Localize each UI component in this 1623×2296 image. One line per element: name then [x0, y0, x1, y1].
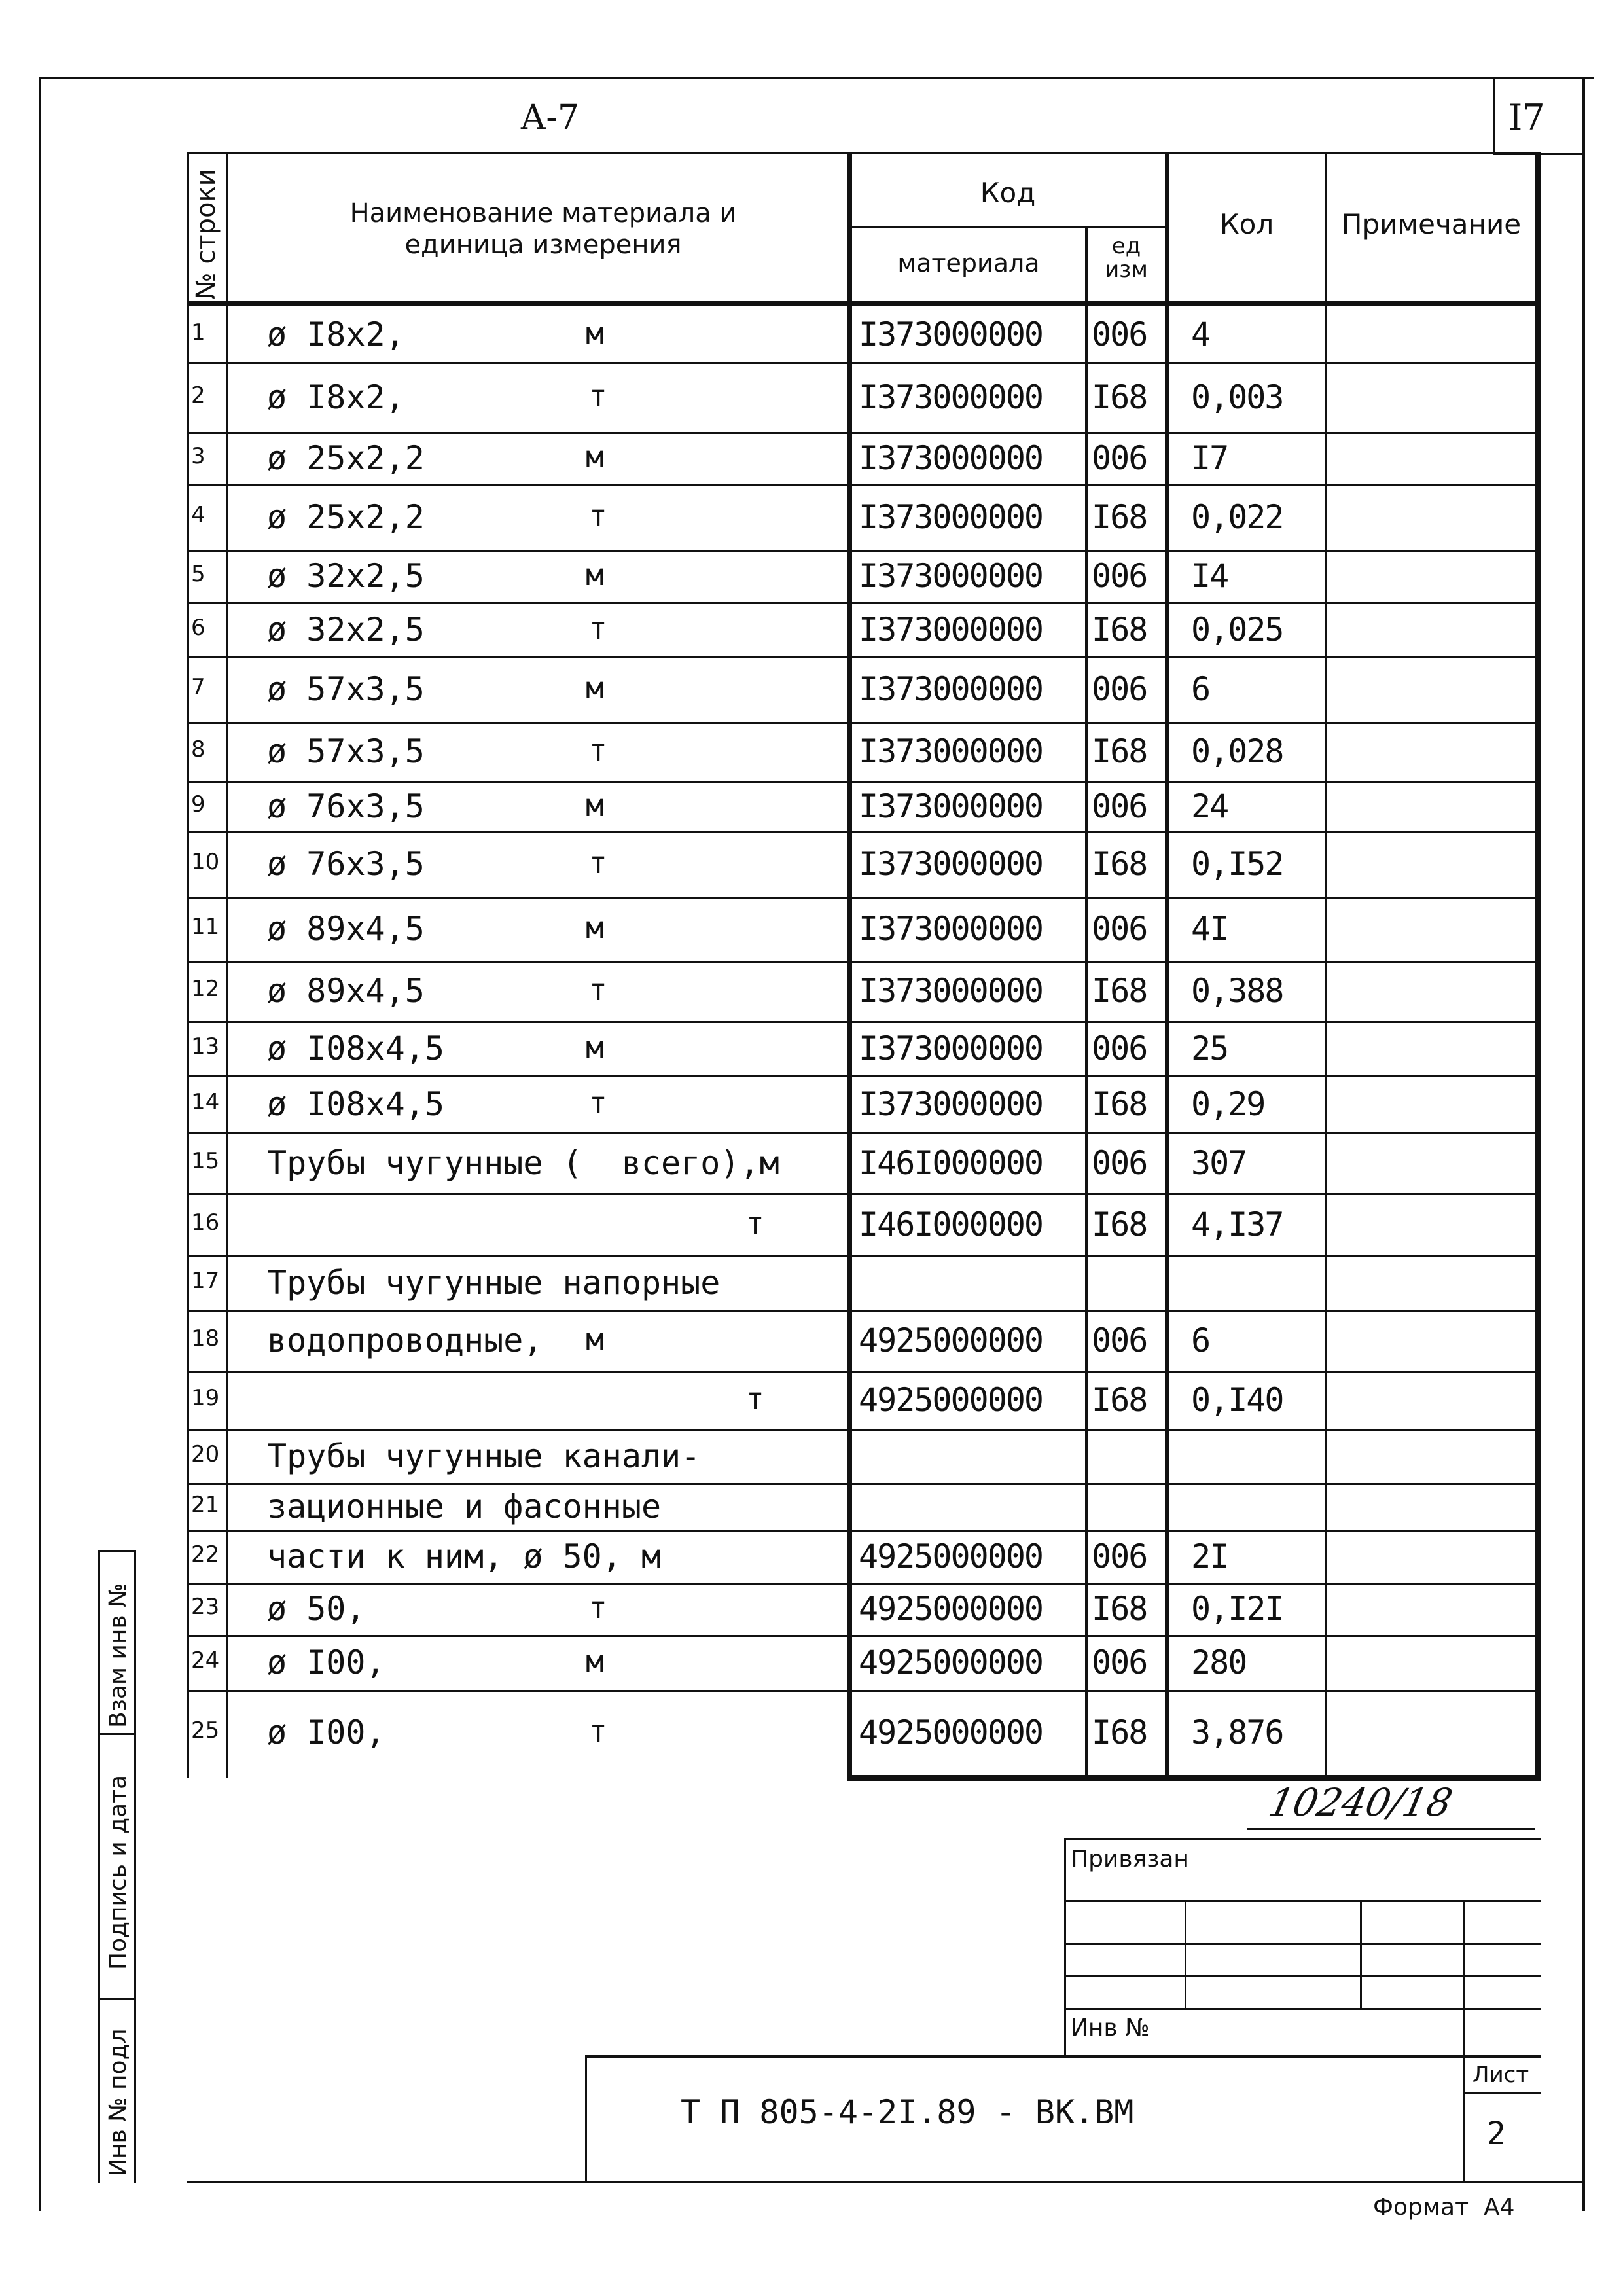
sheet-box-left [1463, 2055, 1465, 2183]
material-name: ø 76x3,5 [267, 787, 425, 825]
row-number: 3 [191, 443, 205, 469]
material-unit: т [746, 1205, 764, 1241]
margin-left-line [98, 1550, 100, 2183]
note-cell [1329, 602, 1531, 656]
note-cell [1329, 1483, 1531, 1530]
unit-code: I68 [1092, 845, 1147, 883]
row-number: 1 [191, 319, 205, 346]
material-unit: т [589, 972, 607, 1007]
note-cell [1329, 1310, 1531, 1371]
row-number: 25 [191, 1717, 220, 1744]
unit-code: I68 [1092, 610, 1147, 649]
document-designation: Т П 805-4-2I.89 - ВК.ВМ [681, 2093, 1134, 2131]
margin-inv-podl: Инв № подл [105, 2028, 132, 2176]
material-unit: т [589, 498, 607, 533]
row-number: 8 [191, 736, 205, 762]
stamp-line-2 [1064, 1943, 1541, 1945]
privyazan-label: Привязан [1071, 1846, 1189, 1873]
quantity: 0,I40 [1191, 1381, 1283, 1419]
title-block-bottom [187, 2181, 1584, 2183]
frame-top [39, 77, 1594, 79]
note-cell [1329, 1371, 1531, 1429]
row-number: 16 [191, 1209, 220, 1236]
material-code: I373000000 [859, 315, 1043, 353]
material-name: ø I08x4,5 [267, 1029, 444, 1067]
material-code: 4925000000 [859, 1537, 1043, 1575]
row-number: 24 [191, 1647, 220, 1674]
corner-number: I7 [1508, 97, 1545, 138]
format-label: Формат А4 [1373, 2194, 1515, 2221]
note-cell [1329, 722, 1531, 781]
inv-no-label: Инв № [1071, 2015, 1150, 2041]
sheet-label: А-7 [520, 98, 580, 137]
unit-code: I68 [1092, 732, 1147, 770]
row-number: 15 [191, 1147, 220, 1174]
row-number: 4 [191, 502, 205, 528]
material-code: I373000000 [859, 670, 1043, 708]
title-block-left [585, 2055, 587, 2183]
note-cell [1329, 1021, 1531, 1075]
note-cell [1329, 656, 1531, 722]
margin-line-1 [98, 1733, 136, 1735]
material-unit: м [586, 670, 604, 706]
note-cell [1329, 362, 1531, 432]
sheet-number: 2 [1487, 2115, 1506, 2152]
quantity: 0,025 [1191, 610, 1283, 649]
header-note: Примечание [1341, 208, 1522, 240]
row-number: 10 [191, 849, 220, 875]
unit-code: I68 [1092, 1085, 1147, 1123]
frame-right [1582, 77, 1585, 2211]
row-number: 14 [191, 1088, 220, 1115]
quantity: 0,028 [1191, 732, 1283, 770]
table-header-top [187, 152, 1541, 154]
sheet-box-divider [1463, 2092, 1541, 2094]
quantity: 0,388 [1191, 972, 1283, 1010]
note-cell [1329, 1075, 1531, 1132]
material-code: I373000000 [859, 557, 1043, 595]
col-ed-right [1165, 152, 1169, 1778]
note-cell [1329, 1635, 1531, 1690]
header-qty: Кол [1219, 208, 1274, 240]
material-unit: м [586, 1643, 604, 1679]
material-name: Трубы чугунные напорные [267, 1263, 721, 1302]
material-unit: т [589, 1713, 607, 1749]
material-code: I373000000 [859, 845, 1043, 883]
material-name: ø 89x4,5 [267, 972, 425, 1010]
note-cell [1329, 1193, 1531, 1255]
material-name: части к ним, ø 50, м [267, 1537, 662, 1575]
row-number: 7 [191, 674, 205, 700]
material-code: I373000000 [859, 1085, 1043, 1123]
header-code-material: материала [897, 249, 1040, 278]
quantity: 25 [1191, 1029, 1228, 1067]
material-unit: м [586, 1029, 604, 1065]
col-rownum-right [226, 152, 228, 1778]
margin-top-line [98, 1550, 136, 1552]
note-cell [1329, 432, 1531, 484]
quantity: 0,003 [1191, 378, 1283, 416]
material-name: Трубы чугунные канали- [267, 1437, 701, 1475]
header-code-unit: ед изм [1105, 233, 1148, 283]
header-row-no: № строки [191, 169, 221, 300]
col-qty-right [1325, 152, 1327, 1778]
stamp-col-2 [1360, 1900, 1362, 2008]
quantity: 24 [1191, 787, 1228, 825]
margin-line-2 [98, 1998, 136, 2000]
quantity: 0,I52 [1191, 845, 1283, 883]
table-left [187, 152, 189, 1778]
stamp-left [1064, 1838, 1066, 2057]
table-header-bottom [187, 301, 1541, 306]
note-cell [1329, 781, 1531, 831]
material-name: ø 25x2,2 [267, 498, 425, 536]
unit-code: 006 [1092, 1029, 1147, 1067]
note-cell [1329, 1690, 1531, 1775]
unit-code: 006 [1092, 315, 1147, 353]
quantity: 6 [1191, 670, 1210, 708]
code-subheader-line [847, 226, 1168, 228]
unit-code: I68 [1092, 498, 1147, 536]
corner-box-left [1493, 77, 1495, 154]
unit-code: 006 [1092, 1143, 1147, 1182]
unit-code: I68 [1092, 972, 1147, 1010]
row-number: 20 [191, 1441, 220, 1467]
material-code: 4925000000 [859, 1321, 1043, 1359]
material-name: ø 32x2,5 [267, 557, 425, 595]
material-name: ø 50, [267, 1590, 366, 1628]
material-unit: т [589, 610, 607, 646]
quantity: I7 [1191, 439, 1228, 477]
material-code: I373000000 [859, 378, 1043, 416]
material-name: Трубы чугунные ( всего),м [267, 1143, 779, 1182]
material-unit: м [586, 910, 604, 945]
quantity: 0,29 [1191, 1085, 1265, 1123]
material-code: I373000000 [859, 732, 1043, 770]
unit-code: 006 [1092, 787, 1147, 825]
unit-code: 006 [1092, 1537, 1147, 1575]
note-cell [1329, 484, 1531, 550]
unit-code: 006 [1092, 910, 1147, 948]
row-number: 19 [191, 1385, 220, 1411]
material-code: I373000000 [859, 439, 1043, 477]
margin-right-line [134, 1550, 136, 2183]
unit-code: I68 [1092, 1381, 1147, 1419]
note-cell [1329, 550, 1531, 602]
material-name: зационные и фасонные [267, 1488, 662, 1526]
margin-vzam-inv: Взам инв № [105, 1583, 132, 1728]
row-number: 22 [191, 1541, 220, 1568]
material-code: I373000000 [859, 610, 1043, 649]
material-unit: т [589, 378, 607, 414]
col-code-right [1085, 226, 1088, 1778]
handwritten-underline [1247, 1828, 1535, 1830]
title-block-top [585, 2055, 1541, 2058]
note-cell [1329, 1132, 1531, 1193]
row-number: 13 [191, 1033, 220, 1060]
material-code: 4925000000 [859, 1590, 1043, 1628]
margin-podpis-data: Подпись и дата [105, 1774, 132, 1970]
material-unit: м [586, 787, 604, 823]
material-unit: т [589, 1085, 607, 1121]
material-unit: м [586, 557, 604, 592]
material-unit: т [746, 1381, 764, 1416]
row-number: 17 [191, 1267, 220, 1294]
note-cell [1329, 1583, 1531, 1635]
frame-left [39, 77, 41, 2211]
stamp-line-3 [1064, 1975, 1541, 1977]
material-code: I46I000000 [859, 1205, 1043, 1244]
material-code: I373000000 [859, 1029, 1043, 1067]
material-unit: т [589, 1590, 607, 1625]
material-code: I373000000 [859, 787, 1043, 825]
material-code: I373000000 [859, 498, 1043, 536]
material-name: ø I8x2, [267, 378, 405, 416]
unit-code: I68 [1092, 378, 1147, 416]
unit-code: 006 [1092, 439, 1147, 477]
stamp-line-1 [1064, 1900, 1541, 1902]
row-number: 5 [191, 561, 205, 587]
material-code: I373000000 [859, 972, 1043, 1010]
quantity: 4,I37 [1191, 1205, 1283, 1244]
row-number: 12 [191, 976, 220, 1002]
handwritten-number: 10240/18 [1264, 1780, 1457, 1825]
material-code: I46I000000 [859, 1143, 1043, 1182]
row-number: 11 [191, 914, 220, 940]
material-unit: м [586, 1321, 604, 1357]
row-number: 2 [191, 382, 205, 408]
unit-code: I68 [1092, 1713, 1147, 1751]
quantity: I4 [1191, 557, 1228, 595]
row-number: 18 [191, 1325, 220, 1352]
material-code: 4925000000 [859, 1713, 1043, 1751]
quantity: 307 [1191, 1143, 1247, 1182]
unit-code: I68 [1092, 1205, 1147, 1244]
quantity: 3,876 [1191, 1713, 1283, 1751]
material-code: 4925000000 [859, 1643, 1043, 1681]
stamp-col-1 [1185, 1900, 1186, 2008]
material-unit: м [586, 439, 604, 475]
unit-code: 006 [1092, 670, 1147, 708]
material-name: ø 25x2,2 [267, 439, 425, 477]
material-name: ø 89x4,5 [267, 910, 425, 948]
table-right [1535, 152, 1541, 1778]
col-name-right [847, 152, 852, 1778]
material-name: ø I08x4,5 [267, 1085, 444, 1123]
unit-code: 006 [1092, 557, 1147, 595]
header-name: Наименование материала и единица измерения [349, 198, 737, 260]
unit-code: 006 [1092, 1643, 1147, 1681]
stamp-col-3 [1463, 1900, 1465, 2057]
note-cell [1329, 831, 1531, 897]
unit-code: 006 [1092, 1321, 1147, 1359]
note-cell [1329, 1429, 1531, 1483]
material-code: I373000000 [859, 910, 1043, 948]
material-code: 4925000000 [859, 1381, 1043, 1419]
row-number: 23 [191, 1594, 220, 1620]
material-name: водопроводные, [267, 1321, 543, 1359]
row-number: 6 [191, 614, 205, 641]
header-code: Код [980, 177, 1036, 209]
stamp-top [1064, 1838, 1541, 1840]
material-name: ø I00, [267, 1643, 385, 1681]
note-cell [1329, 1255, 1531, 1310]
row-number: 21 [191, 1492, 220, 1518]
note-cell [1329, 961, 1531, 1021]
material-unit: т [589, 845, 607, 880]
material-name: ø 32x2,5 [267, 610, 425, 649]
quantity: 4I [1191, 910, 1228, 948]
material-name: ø I00, [267, 1713, 385, 1751]
unit-code: I68 [1092, 1590, 1147, 1628]
sheet-label-text: Лист [1472, 2062, 1529, 2088]
quantity: 280 [1191, 1643, 1247, 1681]
quantity: 4 [1191, 315, 1210, 353]
quantity: 6 [1191, 1321, 1210, 1359]
material-unit: м [586, 315, 604, 351]
material-name: ø I8x2, [267, 315, 405, 353]
stamp-line-4 [1064, 2008, 1541, 2010]
note-cell [1329, 897, 1531, 961]
note-cell [1329, 1530, 1531, 1583]
material-name: ø 57x3,5 [267, 732, 425, 770]
material-unit: т [589, 732, 607, 768]
quantity: 0,022 [1191, 498, 1283, 536]
quantity: 2I [1191, 1537, 1228, 1575]
row-number: 9 [191, 791, 205, 817]
material-name: ø 57x3,5 [267, 670, 425, 708]
quantity: 0,I2I [1191, 1590, 1283, 1628]
note-cell [1329, 306, 1531, 362]
material-name: ø 76x3,5 [267, 845, 425, 883]
